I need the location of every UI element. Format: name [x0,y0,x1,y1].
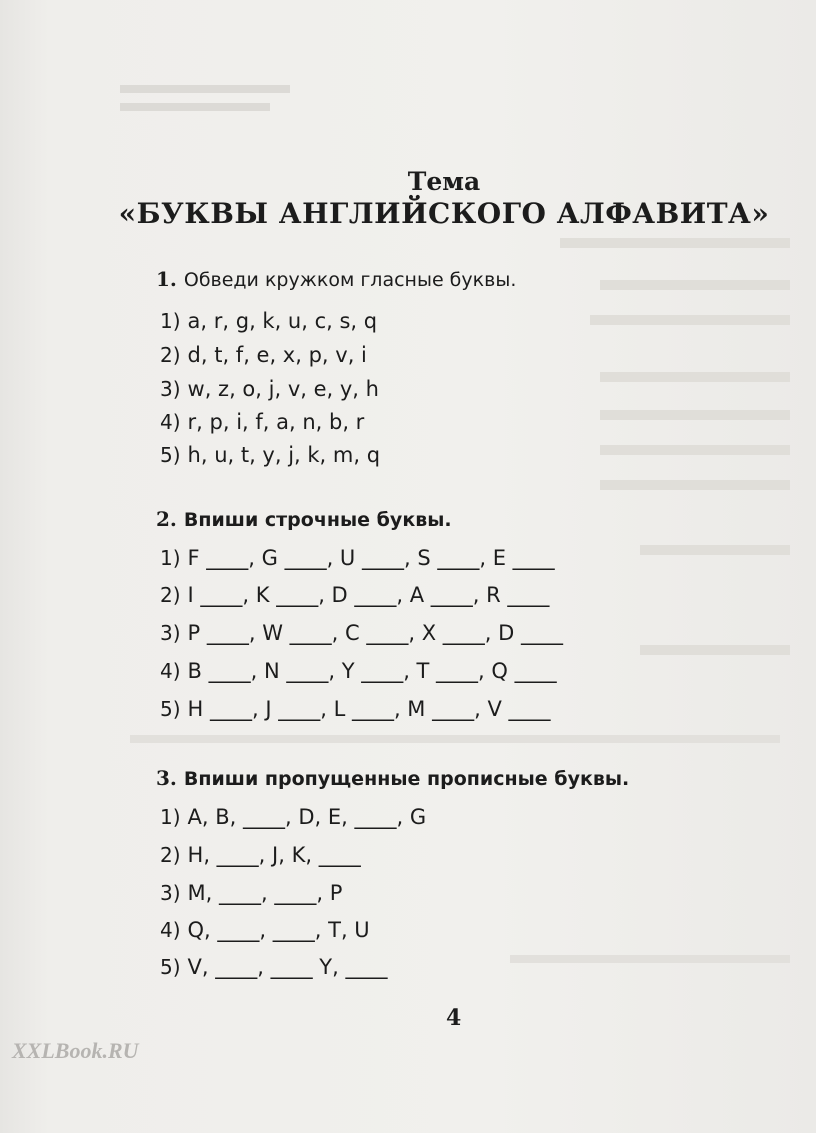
watermark: XXLBook.RU [12,1038,139,1063]
list-item: 1) a, r, g, k, u, c, s, q [160,309,378,333]
task-1-heading [156,267,516,291]
list-item: 4) Q, ____, ____, T, U [160,918,370,942]
list-item: 2) H, ____, J, K, ____ [160,843,361,867]
page-number: 4 [446,1005,462,1031]
task-3-heading [156,766,629,790]
task-instruction: Впиши пропущенные прописные буквы. [183,768,630,790]
page-title: «БУКВЫ АНГЛИЙСКОГО АЛФАВИТА» [118,197,770,230]
list-item: 2) I ____, K ____, D ____, A ____, R ____ [160,583,550,607]
list-item: 5) h, u, t, y, j, k, m, q [160,443,381,467]
task-number: 2. [156,507,177,531]
list-item: 3) w, z, o, j, v, e, y, h [160,377,379,401]
task-2-heading [156,507,452,531]
task-number: 3. [156,766,177,790]
list-item: 4) r, p, i, f, a, n, b, r [160,410,365,434]
topic-label: Тема [407,167,481,196]
list-item: 3) P ____, W ____, C ____, X ____, D ____ [160,621,563,645]
list-item: 5) V, ____, ____ Y, ____ [160,955,388,979]
task-number: 1. [156,267,177,291]
list-item: 3) M, ____, ____, P [160,881,343,905]
task-instruction: Обведи кружком гласные буквы. [183,269,517,291]
list-item: 5) H ____, J ____, L ____, M ____, V ____ [160,697,551,721]
list-item: 2) d, t, f, e, x, p, v, i [160,343,367,367]
list-item: 1) F ____, G ____, U ____, S ____, E ____ [160,546,555,570]
list-item: 1) A, B, ____, D, E, ____, G [160,805,427,829]
list-item: 4) B ____, N ____, Y ____, T ____, Q ____ [160,659,557,683]
task-instruction: Впиши строчные буквы. [183,509,452,531]
